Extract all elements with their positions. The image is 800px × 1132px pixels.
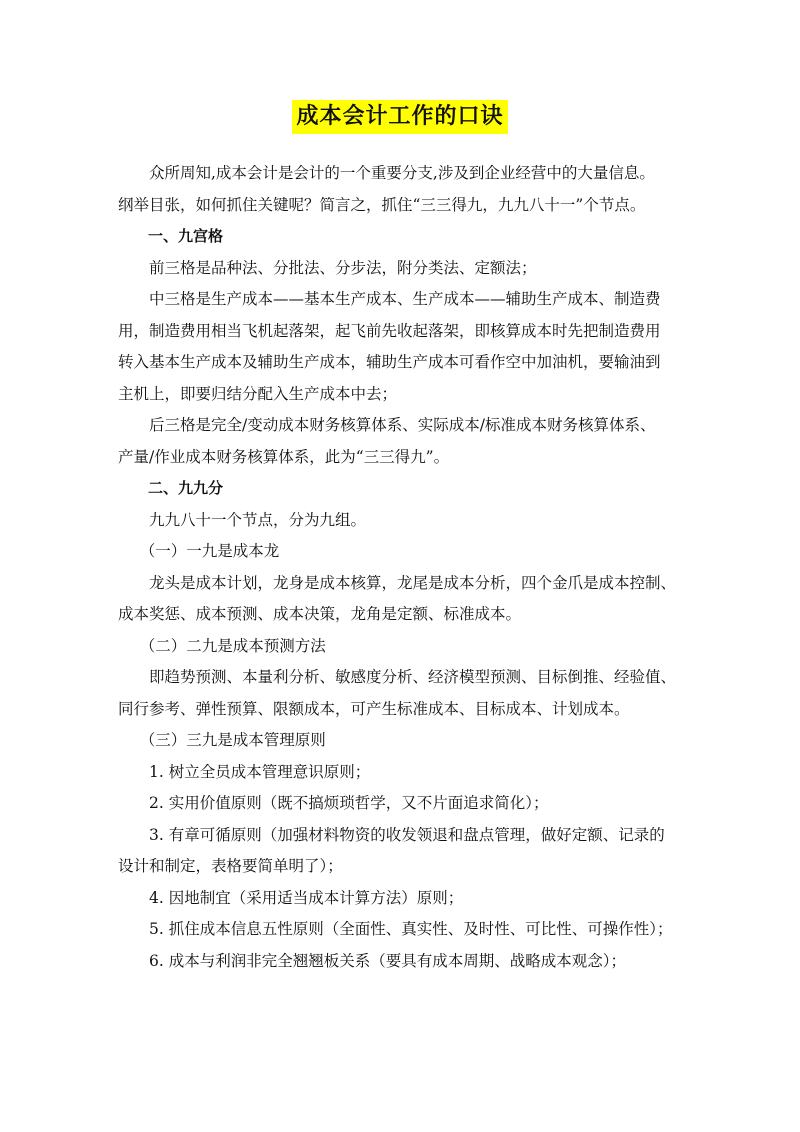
principle-item-1: 1. 树立全员成本管理意识原则； — [149, 762, 371, 781]
principle-item-3: 3. 有章可循原则（加强材料物资的收发领退和盘点管理，做好定额、记录的 — [149, 825, 665, 844]
paragraph-middle-line-1: 中三格是生产成本——基本生产成本、生产成本——辅助生产成本、制造费 — [149, 290, 661, 308]
principle-item-4: 4. 因地制宜（采用适当成本计算方法）原则； — [149, 888, 464, 907]
section-heading-jiugongge: 一、九宫格 — [148, 227, 224, 245]
group3-heading: （三）三九是成本管理原则 — [139, 731, 326, 749]
paragraph-middle-line-4: 主机上，即要归结分配入生产成本中去； — [118, 384, 398, 403]
section2-intro: 九九八十一个节点，分为九组。 — [149, 510, 367, 529]
document-title: 成本会计工作的口诀 — [292, 100, 507, 134]
paragraph-back-line-2: 产量/作业成本财务核算体系，此为“三三得九”。 — [118, 447, 450, 466]
intro-line-1: 众所周知,成本会计是会计的一个重要分支,涉及到企业经营中的大量信息。 — [149, 164, 655, 182]
paragraph-back-line-1: 后三格是完全/变动成本财务核算体系、实际成本/标准成本财务核算体系、 — [149, 416, 656, 434]
paragraph-middle-line-2: 用，制造费用相当飞机起落架，起飞前先收起落架，即核算成本时先把制造费用 — [118, 321, 661, 340]
paragraph-front-three: 前三格是品种法、分批法、分步法，附分类法、定额法； — [149, 258, 537, 277]
principle-item-3-continued: 设计和制定，表格要简单明了）； — [118, 857, 343, 875]
group1-heading: （一）一九是成本龙 — [139, 542, 280, 560]
title-wrap — [0, 100, 800, 134]
intro-line-2: 纲举目张，如何抓住关键呢？简言之，抓住“三三得九，九九八十一”个节点。 — [118, 195, 646, 214]
section-heading-jiujiufen: 二、九九分 — [148, 479, 224, 497]
group1-line-2: 成本奖惩、成本预测、成本决策，龙角是定额、标准成本。 — [118, 605, 522, 623]
principle-item-6: 6. 成本与利润非完全翘翘板关系（要具有成本周期、战略成本观念）； — [149, 951, 626, 970]
group2-line-1: 即趋势预测、本量利分析、敏感度分析、经济模型预测、目标倒推、经验值、 — [149, 668, 677, 686]
principle-item-5: 5. 抓住成本信息五性原则（全面性、真实性、及时性、可比性、可操作性）； — [149, 920, 673, 938]
document-body — [118, 158, 688, 977]
group1-line-1: 龙头是成本计划，龙身是成本核算，龙尾是成本分析，四个金爪是成本控制、 — [149, 573, 677, 592]
group2-heading: （二）二九是成本预测方法 — [139, 636, 326, 655]
principle-item-2: 2. 实用价值原则（既不搞烦琐哲学，又不片面追求简化）； — [149, 794, 549, 812]
paragraph-middle-line-3: 转入基本生产成本及辅助生产成本，辅助生产成本可看作空中加油机，要输油到 — [118, 353, 661, 371]
group2-line-2: 同行参考、弹性预算、限额成本，可产生标准成本、目标成本、计划成本。 — [118, 699, 630, 718]
